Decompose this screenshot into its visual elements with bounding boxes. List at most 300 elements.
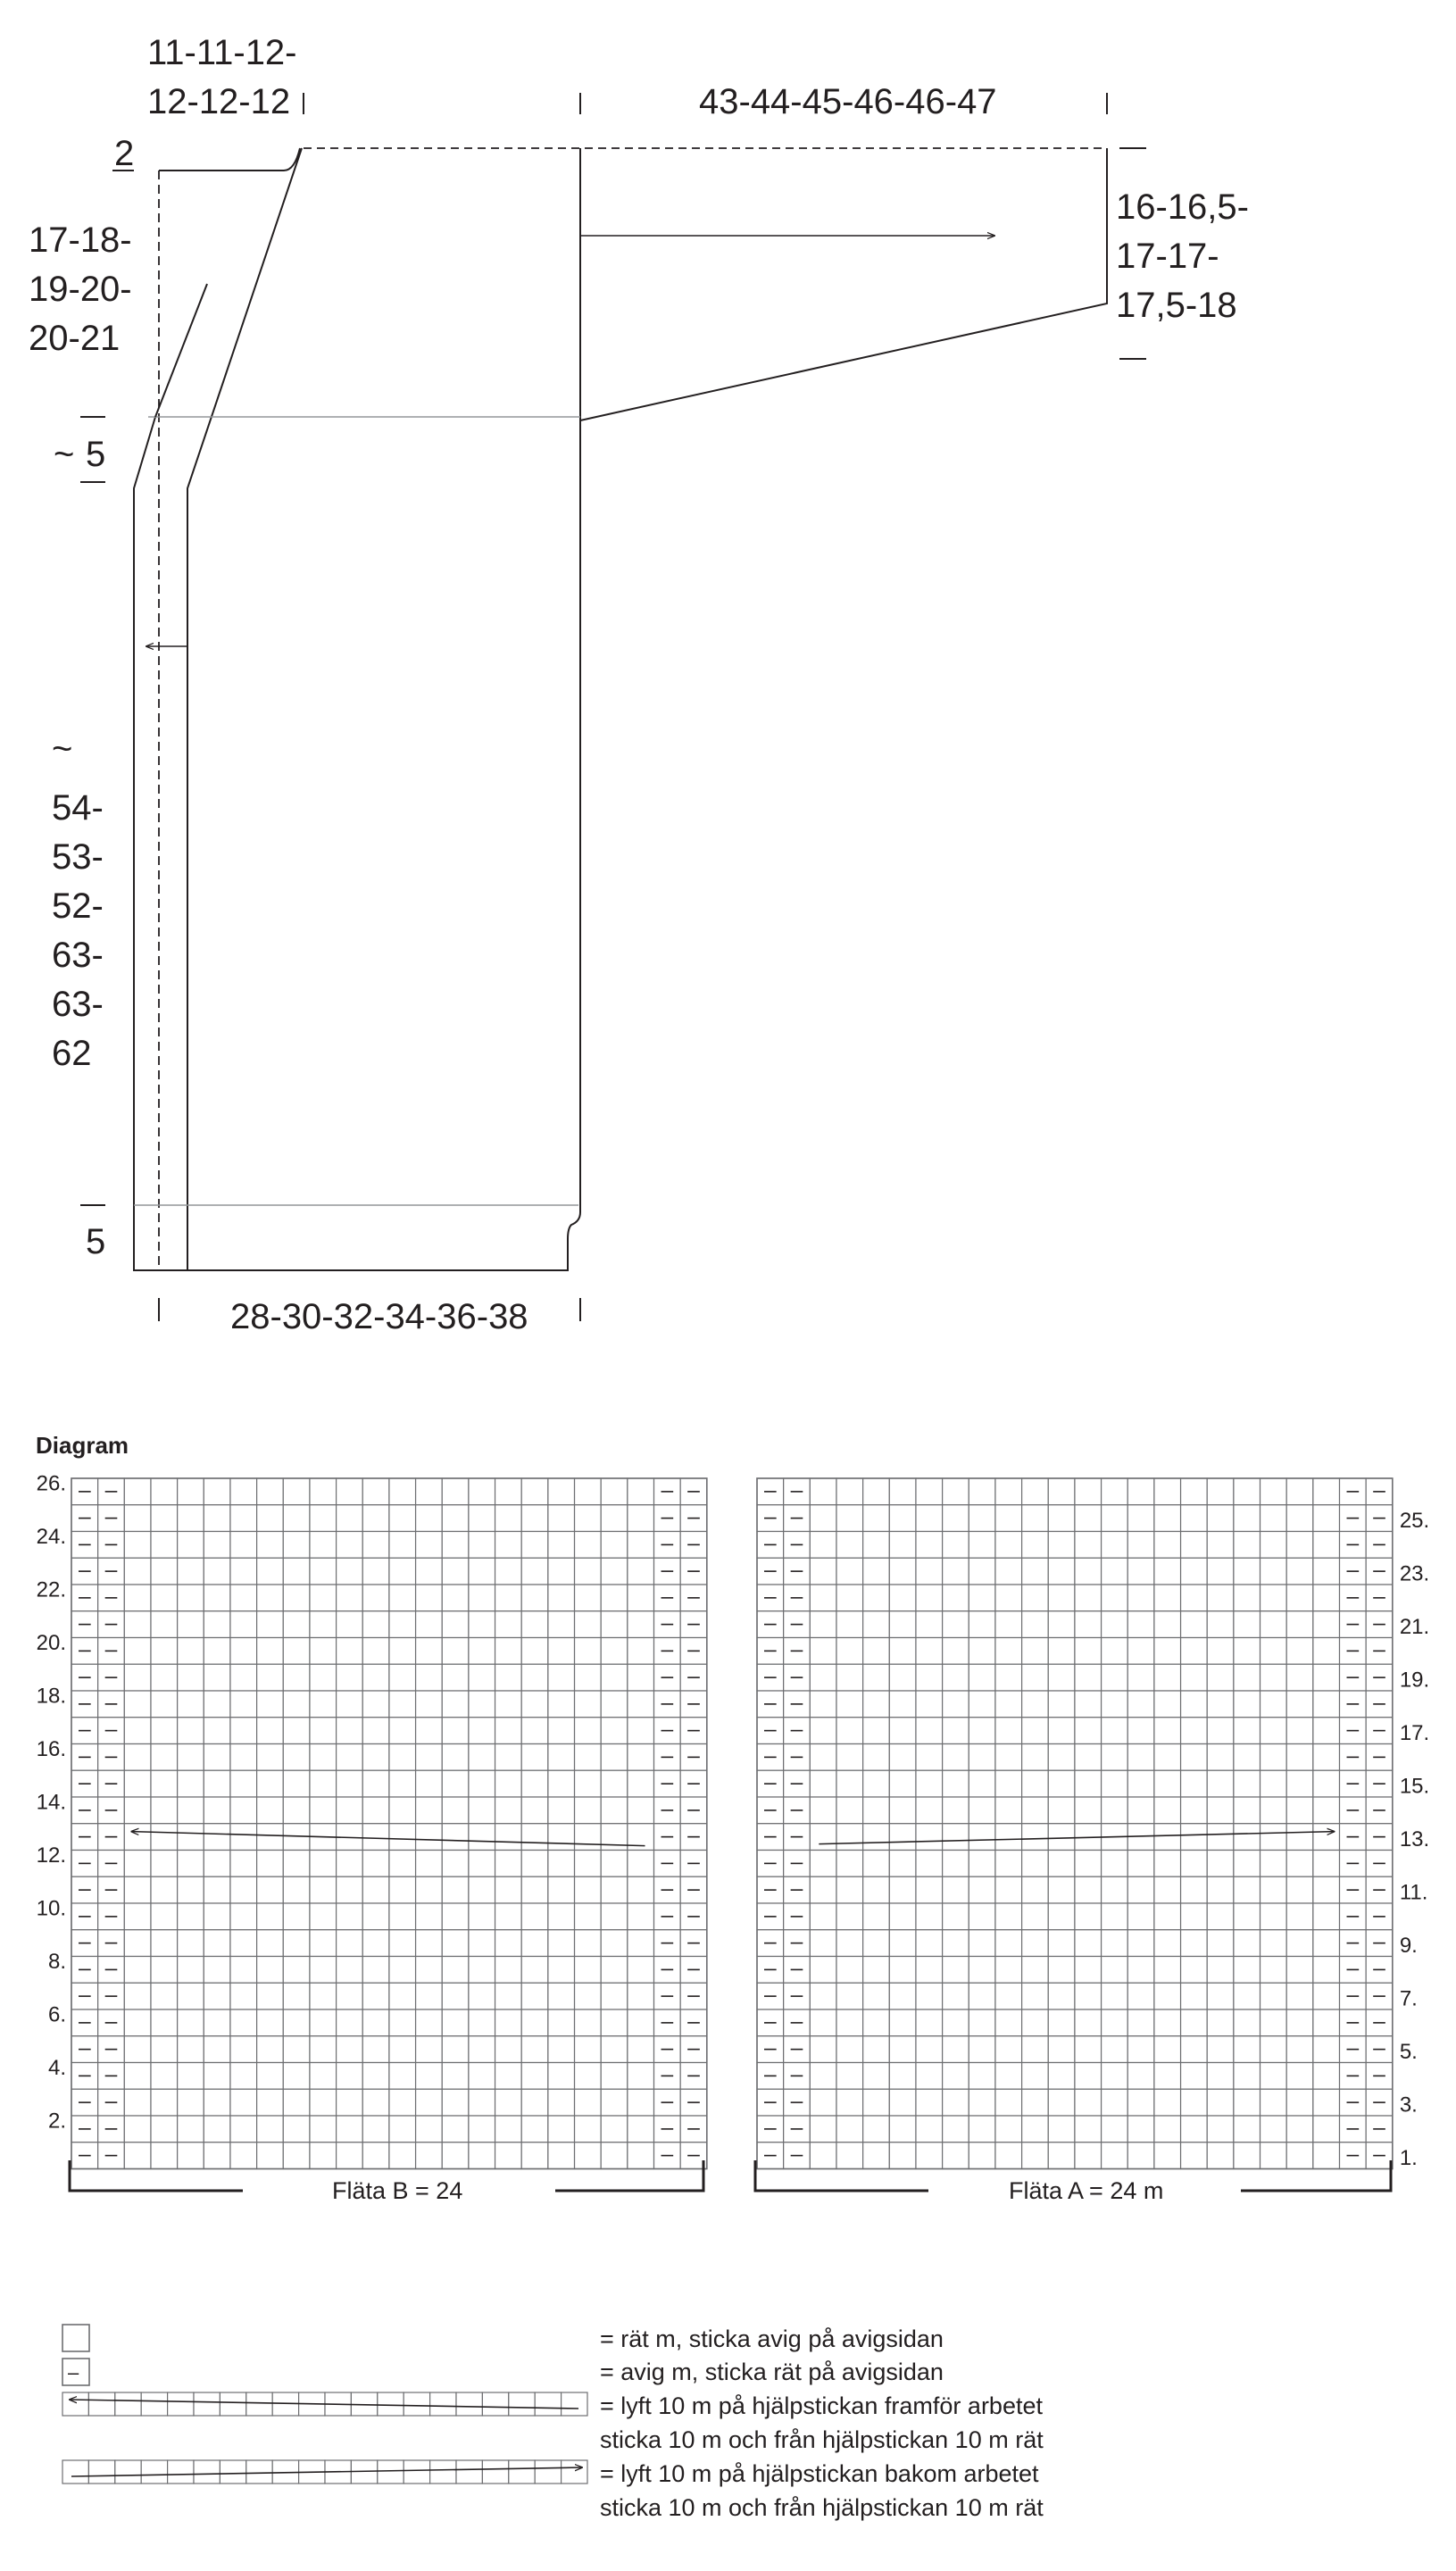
- chart-cell: [1154, 2089, 1181, 2116]
- chart-cell: [1022, 1744, 1049, 1771]
- chart-cell: [283, 1930, 310, 1957]
- chart-cell: [969, 2063, 995, 2090]
- chart-cell: [1181, 1505, 1208, 1532]
- chart-cell: [310, 1930, 337, 1957]
- chart-cell: [916, 1664, 943, 1691]
- chart-cell: [628, 1957, 654, 1984]
- chart-cell: [442, 2063, 469, 2090]
- chart-cell: [1127, 1638, 1154, 1665]
- chart-cell: [495, 1851, 522, 1877]
- neck-drop: 2: [114, 134, 135, 173]
- chart-cell: [257, 1851, 284, 1877]
- chart-cell: [628, 1770, 654, 1797]
- chart-cell: [257, 1611, 284, 1638]
- chart-cell: [628, 1876, 654, 1903]
- chart-cell: [548, 1718, 575, 1744]
- chart-cell: [1286, 1505, 1313, 1532]
- chart-cell: [810, 1797, 836, 1824]
- chart-cell: [1181, 1638, 1208, 1665]
- chart-cell: [257, 1585, 284, 1611]
- chart-cell: [1181, 1797, 1208, 1824]
- legend: [62, 2325, 1044, 2521]
- chart-cell: [943, 1876, 969, 1903]
- chart-cell: [204, 1876, 230, 1903]
- chart-cell: [1234, 2009, 1260, 2036]
- chart-cell: [469, 1691, 495, 1718]
- chart-cell: [575, 1691, 602, 1718]
- chart-cell: [548, 1851, 575, 1877]
- chart-cell: [810, 1957, 836, 1984]
- chart-cell: [889, 1983, 916, 2009]
- chart-cell: [178, 1611, 204, 1638]
- chart-cell: [151, 1797, 178, 1824]
- chart-cell: [257, 1957, 284, 1984]
- chart-cell: [1286, 1611, 1313, 1638]
- chart-cell: [810, 2009, 836, 2036]
- chart-cell: [283, 1532, 310, 1559]
- chart-cell: [1260, 2116, 1287, 2142]
- chart-cell: [1286, 1691, 1313, 1718]
- chart-cell: [1286, 1797, 1313, 1824]
- chart-cell: [389, 1585, 416, 1611]
- chart-cell: [1048, 1505, 1075, 1532]
- chart-cell: [1154, 2009, 1181, 2036]
- chart-cell: [204, 1903, 230, 1930]
- chart-cell: [337, 2036, 363, 2063]
- legend-cable-cell: [62, 2392, 88, 2416]
- chart-cell: [1075, 2063, 1102, 2090]
- legend-cable-cell: [194, 2460, 220, 2484]
- chart-cell: [1313, 2063, 1340, 2090]
- chart-cell: [283, 1876, 310, 1903]
- chart-a-row-label: 17.: [1399, 1721, 1430, 1746]
- chart-cell: [204, 1638, 230, 1665]
- chart-cell: [178, 1532, 204, 1559]
- chart-a-row-label: 3.: [1399, 2093, 1418, 2118]
- chart-cell: [1260, 1691, 1287, 1718]
- chart-cell: [943, 1930, 969, 1957]
- chart-cell: [601, 1824, 628, 1851]
- chart-cell: [1207, 1876, 1234, 1903]
- chart-cell: [628, 1903, 654, 1930]
- chart-cell: [1127, 1505, 1154, 1532]
- chart-cell: [230, 1718, 257, 1744]
- chart-cell: [1048, 1585, 1075, 1611]
- chart-cell: [257, 1770, 284, 1797]
- chart-cell: [362, 1611, 389, 1638]
- chart-cell: [521, 1585, 548, 1611]
- chart-cell: [575, 1983, 602, 2009]
- chart-cell: [495, 1744, 522, 1771]
- chart-cell: [943, 1532, 969, 1559]
- chart-cell: [601, 2063, 628, 2090]
- chart-cell: [310, 2036, 337, 2063]
- chart-cell: [1102, 1611, 1128, 1638]
- chart-cell: [416, 1744, 443, 1771]
- chart-cell: [628, 2089, 654, 2116]
- chart-cell: [628, 1718, 654, 1744]
- chart-cell: [310, 1957, 337, 1984]
- chart-cell: [442, 2089, 469, 2116]
- chart-cell: [995, 1903, 1022, 1930]
- chart-cell: [1154, 1797, 1181, 1824]
- chart-cell: [362, 1744, 389, 1771]
- chart-cell: [362, 2036, 389, 2063]
- chart-cell: [230, 1797, 257, 1824]
- chart-b-row-label: 8.: [47, 1949, 66, 1974]
- chart-cell: [628, 1797, 654, 1824]
- chart-cell: [1102, 2063, 1128, 2090]
- chart-cell: [601, 2142, 628, 2169]
- chart-cell: [151, 1957, 178, 1984]
- chart-cell: [601, 1851, 628, 1877]
- chart-cell: [1260, 1478, 1287, 1505]
- legend-cable-cell: [404, 2392, 429, 2416]
- chart-cell: [1048, 2116, 1075, 2142]
- chart-cell: [389, 1930, 416, 1957]
- chart-cell: [916, 1558, 943, 1585]
- chart-cell: [1207, 1558, 1234, 1585]
- chart-cell: [1260, 1983, 1287, 2009]
- chart-cell: [1260, 1930, 1287, 1957]
- legend-cable-cell: [430, 2392, 456, 2416]
- chart-cell: [863, 1983, 890, 2009]
- chart-cell: [1181, 2116, 1208, 2142]
- chart-cell: [1075, 1903, 1102, 1930]
- chart-cell: [469, 1532, 495, 1559]
- chart-cell: [995, 2089, 1022, 2116]
- chart-cell: [863, 1558, 890, 1585]
- chart-cell: [1022, 2063, 1049, 2090]
- chart-cell: [151, 1558, 178, 1585]
- chart-cell: [548, 1691, 575, 1718]
- chart-cell: [310, 1638, 337, 1665]
- chart-cell: [257, 1691, 284, 1718]
- chart-cell: [310, 1691, 337, 1718]
- chart-cell: [810, 1638, 836, 1665]
- chart-cell: [178, 1744, 204, 1771]
- chart-cell: [230, 1903, 257, 1930]
- chart-cell: [889, 1930, 916, 1957]
- chart-cell: [1313, 1957, 1340, 1984]
- chart-cell: [1286, 2116, 1313, 2142]
- chart-cell: [1154, 1851, 1181, 1877]
- chart-cell: [124, 1718, 151, 1744]
- chart-cell: [310, 1611, 337, 1638]
- chart-cell: [1048, 1930, 1075, 1957]
- chart-cell: [469, 1744, 495, 1771]
- chart-cell: [204, 1585, 230, 1611]
- chart-cell: [863, 1957, 890, 1984]
- chart-cell: [601, 1664, 628, 1691]
- chart-cell: [943, 1770, 969, 1797]
- chart-cell: [521, 1903, 548, 1930]
- chart-cell: [1102, 1691, 1128, 1718]
- chart-cell: [495, 2116, 522, 2142]
- chart-cell: [124, 1611, 151, 1638]
- chart-cell: [178, 2009, 204, 2036]
- chart-cell: [1127, 1983, 1154, 2009]
- chart-cell: [1207, 2063, 1234, 2090]
- chart-cell: [283, 1505, 310, 1532]
- chart-b-row-label: 16.: [36, 1736, 66, 1761]
- chart-cell: [1181, 1664, 1208, 1691]
- chart-cell: [995, 1770, 1022, 1797]
- chart-cell: [1102, 1903, 1128, 1930]
- shoulder-slope-line3: 17,5-18: [1116, 286, 1237, 325]
- chart-cell: [469, 1585, 495, 1611]
- chart-cell: [337, 2142, 363, 2169]
- chart-cell: [337, 1930, 363, 1957]
- chart-cell: [1075, 1770, 1102, 1797]
- chart-cell: [362, 1797, 389, 1824]
- chart-cell: [1102, 1718, 1128, 1744]
- chart-a-row-label: 19.: [1399, 1668, 1430, 1693]
- legend-cable-cell: [562, 2392, 587, 2416]
- chart-cell: [1048, 1797, 1075, 1824]
- chart-cell: [916, 1744, 943, 1771]
- chart-cell: [1260, 1797, 1287, 1824]
- chart-cell: [916, 2009, 943, 2036]
- chart-cell: [230, 1691, 257, 1718]
- chart-cell: [810, 1770, 836, 1797]
- back-neck-line: [159, 148, 300, 171]
- chart-cell: [969, 1824, 995, 1851]
- chart-cell: [310, 2142, 337, 2169]
- chart-cell: [995, 1797, 1022, 1824]
- chart-cell: [916, 1797, 943, 1824]
- chart-cell: [1207, 1851, 1234, 1877]
- chart-cell: [204, 2116, 230, 2142]
- chart-cell: [124, 1824, 151, 1851]
- chart-cell: [1313, 1664, 1340, 1691]
- chart-b-row-label: 14.: [36, 1790, 66, 1815]
- chart-cell: [442, 1903, 469, 1930]
- chart-cell: [1048, 2142, 1075, 2169]
- chart-cell: [628, 2009, 654, 2036]
- chart-cell: [389, 1957, 416, 1984]
- chart-cell: [836, 1797, 863, 1824]
- legend-cable-cell: [220, 2392, 245, 2416]
- chart-cell: [810, 2116, 836, 2142]
- chart-cell: [995, 1744, 1022, 1771]
- chart-cell: [1048, 2009, 1075, 2036]
- chart-cell: [916, 1505, 943, 1532]
- chart-cell: [204, 1930, 230, 1957]
- chart-cell: [521, 1505, 548, 1532]
- chart-cell: [601, 1585, 628, 1611]
- chart-cell: [943, 2089, 969, 2116]
- legend-cable-cell: [88, 2392, 114, 2416]
- chart-cell: [1207, 1770, 1234, 1797]
- chart-cell: [1022, 1851, 1049, 1877]
- chart-cell: [389, 1532, 416, 1559]
- chart-cell: [1102, 1770, 1128, 1797]
- chart-cell: [495, 1770, 522, 1797]
- chart-cell: [1260, 1718, 1287, 1744]
- chart-cell: [442, 1505, 469, 1532]
- chart-cell: [495, 1797, 522, 1824]
- chart-cell: [1207, 1903, 1234, 1930]
- chart-cell: [601, 2009, 628, 2036]
- chart-cell: [601, 1532, 628, 1559]
- chart-cell: [337, 1770, 363, 1797]
- chart-cell: [1181, 1478, 1208, 1505]
- chart-cell: [124, 2009, 151, 2036]
- chart-cell: [337, 2063, 363, 2090]
- chart-cell: [1234, 1744, 1260, 1771]
- chart-cell: [810, 1876, 836, 1903]
- chart-cell: [995, 1532, 1022, 1559]
- chart-cell: [1102, 1558, 1128, 1585]
- chart-cell: [601, 1558, 628, 1585]
- chart-cell: [178, 1957, 204, 1984]
- chart-cell: [1048, 1903, 1075, 1930]
- chart-cell: [1286, 1851, 1313, 1877]
- chart-flata-a: [757, 1478, 1393, 2169]
- chart-cell: [628, 1744, 654, 1771]
- chart-cell: [283, 2116, 310, 2142]
- chart-cell: [151, 1770, 178, 1797]
- chart-cell: [283, 1983, 310, 2009]
- chart-cell: [416, 2036, 443, 2063]
- front-edge-line: [187, 148, 302, 1270]
- chart-b-row-label: 22.: [36, 1577, 66, 1602]
- legend-cable-cell: [562, 2460, 587, 2484]
- chart-cell: [1234, 1505, 1260, 1532]
- chart-cell: [1154, 1957, 1181, 1984]
- chart-cell: [310, 2116, 337, 2142]
- chart-a-row-label: 25.: [1399, 1509, 1430, 1534]
- chart-b-row-label: 26.: [36, 1471, 66, 1496]
- chart-cell: [204, 1532, 230, 1559]
- chart-cell: [1102, 1876, 1128, 1903]
- chart-cell: [495, 1611, 522, 1638]
- legend-cable-cell: [220, 2460, 245, 2484]
- legend-cable-cell: [430, 2460, 456, 2484]
- chart-cell: [469, 1558, 495, 1585]
- chart-cell: [230, 1532, 257, 1559]
- chart-cell: [810, 2142, 836, 2169]
- chart-cell: [1181, 1876, 1208, 1903]
- chart-cell: [337, 1558, 363, 1585]
- chart-cell: [416, 1876, 443, 1903]
- chart-cell: [1313, 1558, 1340, 1585]
- chart-cell: [416, 1611, 443, 1638]
- dimension-ticks: [80, 93, 1146, 1321]
- chart-cell: [548, 1638, 575, 1665]
- chart-cell: [151, 1664, 178, 1691]
- chart-cell: [442, 1585, 469, 1611]
- chart-cell: [469, 1718, 495, 1744]
- chart-cell: [995, 1505, 1022, 1532]
- chart-cell: [178, 2116, 204, 2142]
- chart-cell: [495, 1718, 522, 1744]
- chart-cell: [1075, 1505, 1102, 1532]
- chart-cell: [389, 1770, 416, 1797]
- chart-cell: [230, 2036, 257, 2063]
- chart-cell: [389, 1691, 416, 1718]
- chart-cell: [1313, 2142, 1340, 2169]
- chart-cell: [601, 1505, 628, 1532]
- chart-cell: [469, 1505, 495, 1532]
- legend-cable-front-text-1: = lyft 10 m på hjälpstickan framför arbetet: [600, 2392, 1043, 2419]
- chart-cell: [495, 1664, 522, 1691]
- chart-cell: [442, 1691, 469, 1718]
- chart-cell: [1286, 1478, 1313, 1505]
- chart-cell: [1127, 1851, 1154, 1877]
- legend-cable-cell: [509, 2392, 535, 2416]
- chart-cell: [1286, 1585, 1313, 1611]
- chart-cell: [178, 1903, 204, 1930]
- chart-cell: [1181, 2009, 1208, 2036]
- chart-cell: [389, 1505, 416, 1532]
- chart-cell: [1022, 2089, 1049, 2116]
- chart-cell: [1181, 2036, 1208, 2063]
- chart-cell: [548, 1876, 575, 1903]
- chart-cell: [1181, 1611, 1208, 1638]
- chart-cell: [575, 1851, 602, 1877]
- chart-cell: [575, 2063, 602, 2090]
- chart-cell: [1102, 1478, 1128, 1505]
- chart-cell: [1127, 2142, 1154, 2169]
- chart-cell: [416, 2089, 443, 2116]
- chart-cell: [389, 1824, 416, 1851]
- chart-cell: [1286, 1930, 1313, 1957]
- chart-cell: [257, 1638, 284, 1665]
- chart-cell: [1234, 1585, 1260, 1611]
- chart-cell: [442, 1797, 469, 1824]
- chart-cell: [495, 1532, 522, 1559]
- chart-cell: [495, 1876, 522, 1903]
- chart-cell: [469, 1824, 495, 1851]
- chart-cell: [1313, 1930, 1340, 1957]
- chart-cell: [836, 2089, 863, 2116]
- chart-cell: [151, 1930, 178, 1957]
- chart-cell: [1048, 1957, 1075, 1984]
- chart-cell: [943, 1983, 969, 2009]
- chart-cell: [889, 2063, 916, 2090]
- chart-cell: [389, 2089, 416, 2116]
- chart-cell: [548, 1744, 575, 1771]
- body-length-line3: 52-: [52, 886, 104, 926]
- legend-cable-cell: [535, 2460, 561, 2484]
- chart-cell: [969, 1478, 995, 1505]
- chart-cell: [548, 2089, 575, 2116]
- chart-cell: [889, 1638, 916, 1665]
- chart-cell: [389, 1851, 416, 1877]
- chart-cell: [810, 1930, 836, 1957]
- chart-cell: [1234, 1770, 1260, 1797]
- chart-cell: [442, 1851, 469, 1877]
- chart-cell: [1286, 1983, 1313, 2009]
- chart-cell: [575, 1824, 602, 1851]
- chart-cell: [495, 1638, 522, 1665]
- chart-cell: [362, 1957, 389, 1984]
- chart-cell: [548, 1664, 575, 1691]
- legend-cable-cell: [115, 2392, 141, 2416]
- chart-cell: [1048, 1532, 1075, 1559]
- chart-cell: [124, 1770, 151, 1797]
- chart-cell: [1234, 1638, 1260, 1665]
- chart-cell: [362, 2089, 389, 2116]
- chart-cell: [151, 2142, 178, 2169]
- chart-cell: [124, 2089, 151, 2116]
- chart-cell: [337, 1851, 363, 1877]
- chart-cell: [1102, 2116, 1128, 2142]
- chart-cell: [521, 2063, 548, 2090]
- chart-cell: [495, 2063, 522, 2090]
